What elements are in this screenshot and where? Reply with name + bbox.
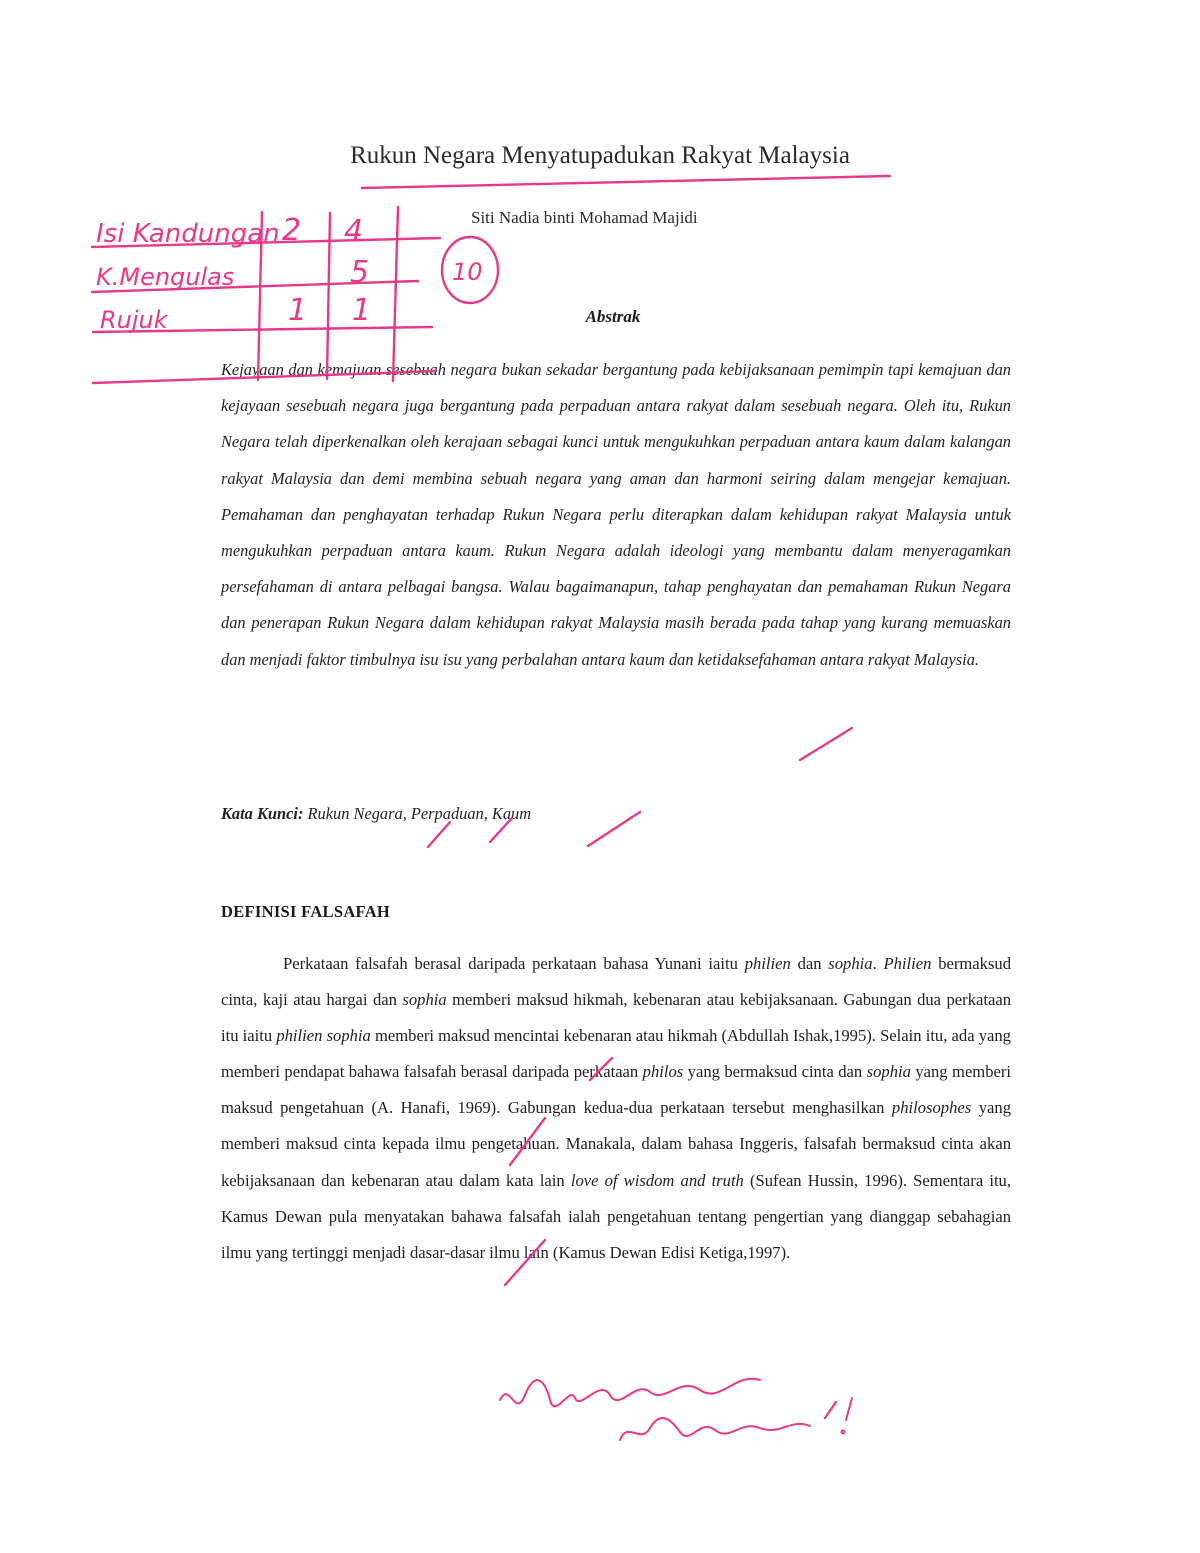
document-title: Rukun Negara Menyatupadukan Rakyat Malaysia (350, 142, 850, 169)
body-text: . (872, 954, 884, 973)
grading-row-label: Rujuk (100, 306, 168, 334)
body-term: sophia (402, 990, 447, 1010)
body-term: sophia (828, 954, 873, 973)
body-term: philosophes (891, 1098, 972, 1118)
body-text: yang memberi maksud cinta kepada ilmu pengetahuan. Manakala, dalam bahasa Inggeris, falsafah bermaksud cinta akan kebijaksanaan dan kebenaran atau dalam kata lain (221, 1098, 1011, 1190)
keywords-line (221, 804, 531, 824)
body-term: philos (642, 1062, 684, 1082)
grading-score: 1 (288, 293, 308, 328)
body-text: dan (790, 954, 829, 973)
author-name: Siti Nadia binti Mohamad Majidi (471, 208, 698, 227)
total-score: 10 (452, 258, 483, 286)
body-term: philien (744, 954, 791, 973)
body-text: (Sufean Hussin, 1996). Sementara itu, Kamus Dewan pula menyatakan bahawa falsafah ialah pengetahuan tentang pengertian yang dianggap sebahagian ilmu yang tertinggi menjadi dasar-dasar ilmu lain (Kamus Dewan Edisi Ketiga,1997). (221, 1170, 1011, 1262)
body-text: bermaksud cinta, kaji atau hargai dan (221, 954, 1011, 1010)
body-term: Philien (883, 954, 932, 973)
body-term: philien sophia (276, 1026, 371, 1046)
keywords-text: Rukun Negara, Perpaduan, Kaum (307, 804, 532, 823)
body-text: memberi maksud hikmah, kebenaran atau kebijaksanaan. Gabungan dua perkataan itu iaitu (221, 990, 1011, 1046)
abstract-text: Kejayaan dan kemajuan sesebuah negara bukan sekadar bergantung pada kebijaksanaan pemimpin tapi kemajuan dan kejayaan sesebuah negara juga bergantung pada perpaduan antara rakyat dalam sesebuah negara. Oleh itu, Rukun Negara telah diperkenalkan oleh kerajaan sebagai kunci untuk mengukuhkan perpaduan antara kaum dalam kalangan rakyat Malaysia dan demi membina sebuah negara yang aman dan harmoni seiring dalam mengejar kemajuan. Pemahaman dan penghayatan terhadap Rukun Negara perlu diterapkan dalam kehidupan rakyat Malaysia untuk mengukuhkan perpaduan antara kaum. Rukun Negara adalah ideologi yang membantu dalam menyeragamkan persefahaman di antara pelbagai bangsa. Walau bagaimanapun, tahap penghayatan dan pemahaman Rukun Negara dan penerapan Rukun Negara dalam kehidupan rakyat Malaysia masih berada pada tahap yang kurang memuaskan dan menjadi faktor timbulnya isu isu yang perbalahan antara kaum dan ketidaksefahaman antara rakyat Malaysia. (221, 360, 1011, 669)
tick-mark (800, 728, 852, 760)
grading-row-label: K.Mengulas (96, 263, 235, 291)
grading-score: 4 (344, 214, 364, 249)
body-text: yang bermaksud cinta dan (683, 1062, 867, 1082)
grading-row-label: Isi Kandungan (96, 219, 280, 249)
grading-score: 2 (282, 213, 302, 248)
abstract-heading: Abstrak (585, 307, 641, 326)
grading-score: 5 (350, 255, 370, 290)
grading-score: 1 (352, 293, 372, 328)
tick-mark (825, 1402, 836, 1418)
body-text: yang memberi maksud pengetahuan (A. Hanafi, 1969). Gabungan kedua-dua perkataan tersebut menghasilkan (221, 1062, 1012, 1118)
section-heading: DEFINISI FALSAFAH (221, 902, 391, 921)
section-paragraph (221, 946, 1011, 1271)
body-term: love of wisdom and truth (570, 1170, 744, 1190)
handwritten-comment (500, 1379, 852, 1440)
tick-mark (428, 822, 450, 847)
tick-mark (588, 812, 640, 846)
body-text: memberi maksud mencintai kebenaran atau hikmah (Abdullah Ishak,1995). Selain itu, ada yang memberi pendapat bahawa falsafah berasal daripada perkataan (221, 1026, 1011, 1082)
body-text: Perkataan falsafah berasal daripada perkataan bahasa Yunani iaitu (283, 954, 745, 973)
score-circle (442, 237, 498, 303)
body-term: sophia (866, 1062, 911, 1082)
keywords-label: Kata Kunci: (221, 804, 304, 823)
